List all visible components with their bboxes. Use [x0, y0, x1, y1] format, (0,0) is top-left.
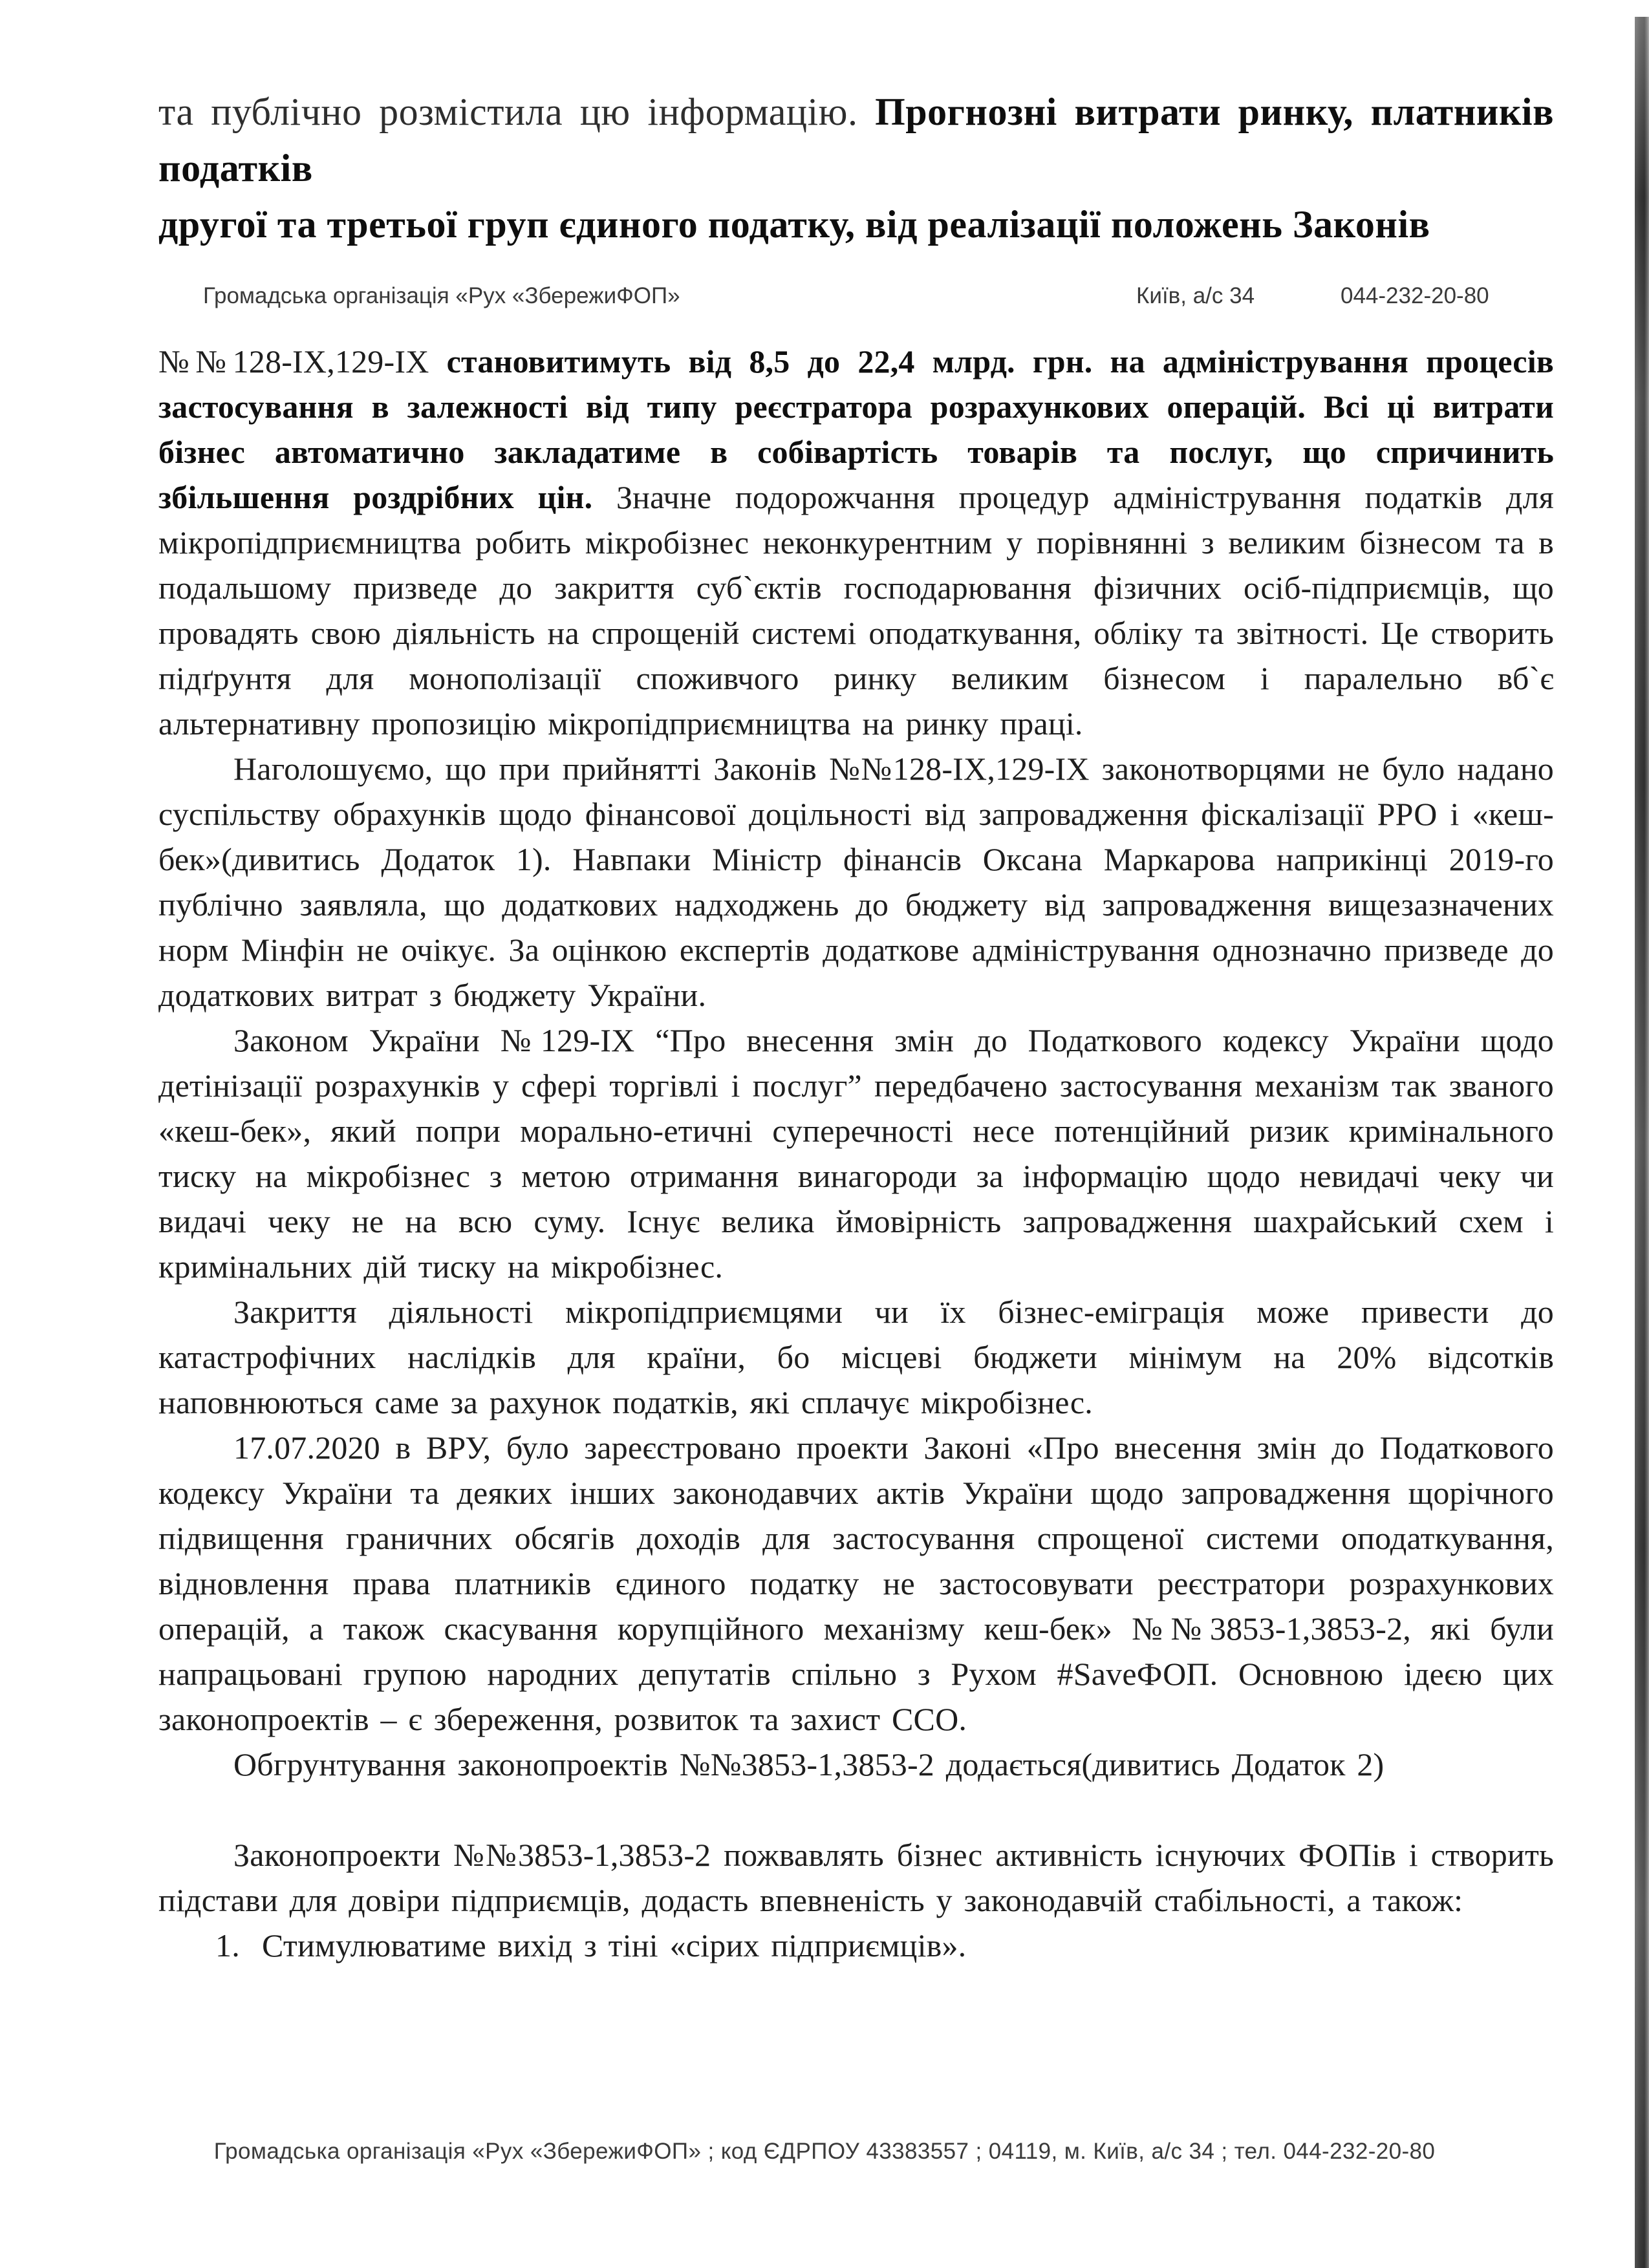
list-item-text: Стимулюватиме вихід з тіні «сірих підприємців».: [262, 1927, 967, 1963]
lead-heading: [158, 84, 1554, 253]
letterhead: [0, 283, 1649, 322]
paragraph: Наголошуємо, що при прийнятті Законів №№128-IX,129-IX законотворцями не було надано суспільству обрахунків щодо фінансової доцільності від запровадження фіскалізації РРО і «кеш-бек»(дивитись Додаток 1). Навпаки Міністр фінансів Оксана Маркарова наприкінці 2019-го публічно заявляла, що додаткових надходжень до бюджету від запровадження вищезазначених норм Мінфін не очікує. За оцінкою експертів додаткове адміністрування однозначно призведе до додаткових витрат з бюджету України.: [158, 751, 1554, 1013]
letterhead-organization: Громадська організація «Рух «ЗбережиФОП»: [203, 283, 680, 308]
paragraph: Законопроекти №№3853-1,3853-2 пожвавлять бізнес активність існуючих ФОПів і створить підстави для довіри підприємців, додасть впевненість у законодавчій стабільності, а також:: [158, 1837, 1554, 1918]
list-item: [158, 1923, 1554, 1968]
paragraph: Законом України №129-IX “Про внесення змін до Податкового кодексу України щодо детінізації розрахунків у сфері торгівлі і послуг” передбачено застосування механізм так званого «кеш-бек», який попри морально-етичні суперечності несе потенційний ризик кримінального тиску на мікробізнес з метою отримання винагороди за інформацію щодо невидачі чеку чи видачі чеку не на всю суму. Існує велика ймовірність запровадження шахрайський схем і кримінальних дій тиску на мікробізнес.: [158, 1022, 1554, 1285]
lead-heading-line: та публічно розмістила цю інформацію. Прогнозні витрати ринку, платників податків: [158, 91, 1554, 189]
paragraph: 17.07.2020 в ВРУ, було зареєстровано проекти Законі «Про внесення змін до Податкового кодексу України та деяких інших законодавчих актів України щодо запровадження щорічного підвищення граничних обсягів доходів для застосування спрощеної системи оподаткування, відновлення права платників єдиного податку не застосовувати реєстратори розрахункових операцій, а також скасування корупційного механізму кеш-бек» №№3853-1,3853-2, які були напрацьовані групою народних депутатів спільно з Рухом #SaveФОП. Основною ідеєю цих законопроектів – є збереження, розвиток та захист ССО.: [158, 1429, 1554, 1737]
list-item-number: 1.: [215, 1927, 240, 1963]
scan-edge-artifact: [1635, 17, 1649, 2268]
footer-line: Громадська організація «Рух «ЗбережиФОП» ; код ЄДРПОУ 43383557 ; 04119, м. Київ, а/с 34 ; тел. 044-232-20-80: [213, 2139, 1436, 2164]
letter-body: [158, 339, 1554, 1968]
paragraph: Закриття діяльності мікропідприємцями чи їх бізнес-еміграція може привести до катастрофічних наслідків для країни, бо місцеві бюджети мінімум на 20% відсотків наповнюються саме за рахунок податків, які сплачує мікробізнес.: [158, 1294, 1554, 1420]
lead-heading-line: другої та третьої груп єдиного податку, від реалізації положень Законів: [158, 203, 1430, 246]
paragraph: Обгрунтування законопроектів №№3853-1,3853-2 додається(дивитись Додаток 2): [233, 1746, 1385, 1782]
paragraph: №№128-IX,129-IX становитимуть від 8,5 до 22,4 млрд. грн. на адміністрування процесів застосування в залежності від типу реєстратора розрахункових операцій. Всі ці витрати бізнес автоматично закладатиме в собівартість товарів та послуг, що спричинить збільшення роздрібних цін. Значне подорожчання процедур адміністрування податків для мікропідприємництва робить мікробізнес неконкурентним у порівнянні з великим бізнесом та в подальшому призведе до закриття суб`єктів господарювання фізичних осіб-підприємців, що провадять свою діяльність на спрощеній системі оподаткування, обліку та звітності. Це створить підґрунтя для монополізації споживчого ринку великим бізнесом і паралельно вб`є альтернативну пропозицію мікропідприємництва на ринку праці.: [158, 343, 1554, 742]
letterhead-phone: 044-232-20-80: [1341, 283, 1489, 308]
letterhead-city-box: Київ, а/с 34: [1136, 283, 1255, 308]
